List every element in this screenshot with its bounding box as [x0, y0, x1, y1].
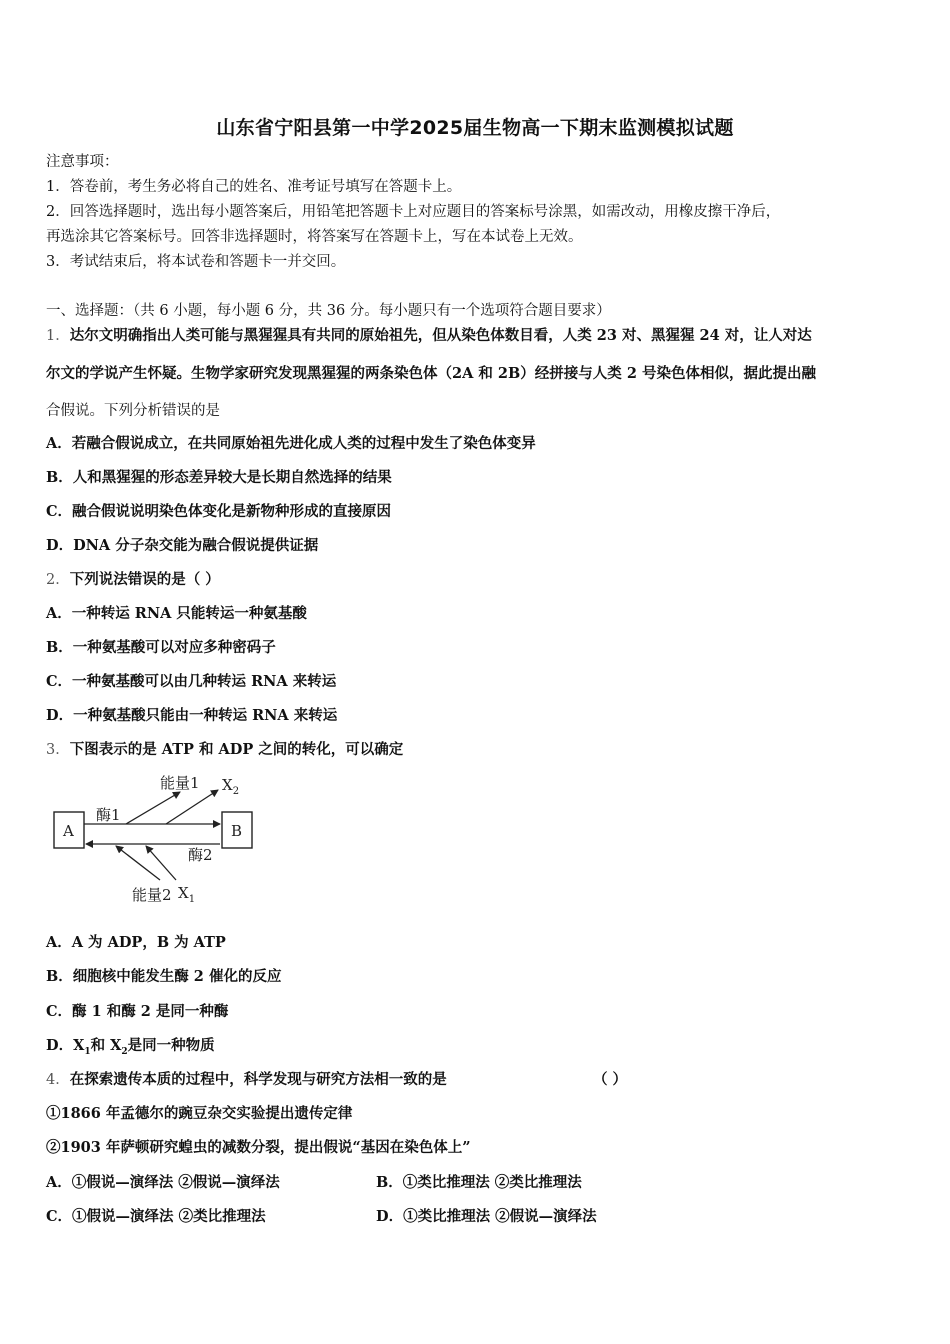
- energy2-arrow: [116, 846, 160, 880]
- notice-item: 3．考试结束后，将本试卷和答题卡一并交回。: [46, 254, 346, 270]
- option-a: A．一种转运 RNA 只能转运一种氨基酸: [46, 605, 307, 622]
- question-number: 4．: [46, 1072, 70, 1088]
- answer-paren: （ ）: [593, 1071, 628, 1088]
- enzyme1-label: 酶1: [96, 806, 121, 824]
- question-text: 下列说法错误的是（ ）: [69, 571, 220, 588]
- x2-label: $X_2$: [222, 776, 240, 797]
- x1-label: $X_1$: [178, 884, 196, 905]
- section-heading: 一、选择题：（共 6 小题，每小题 6 分，共 36 分。每小题只有一个选项符合题目要求）: [46, 303, 611, 319]
- box-b-label: B: [231, 822, 243, 840]
- question-number: 1．: [46, 328, 70, 344]
- question-1-line: [46, 326, 812, 346]
- option-b: B．细胞核中能发生酶 2 催化的反应: [46, 968, 282, 985]
- question-1-line: 合假说。下列分析错误的是: [46, 403, 220, 419]
- option-c: C．融合假说说明染色体变化是新物种形成的直接原因: [46, 503, 392, 520]
- question-3-line: [46, 740, 403, 760]
- energy1-label: 能量1: [160, 774, 200, 792]
- statement-item: ②1903 年萨顿研究蝗虫的减数分裂，提出假说“基因在染色体上”: [46, 1139, 471, 1156]
- statement-item: ①1866 年孟德尔的豌豆杂交实验提出遗传定律: [46, 1105, 353, 1122]
- notice-item: 再选涂其它答案标号。回答非选择题时，将答案写在答题卡上，写在本试卷上无效。: [46, 229, 583, 245]
- notice-item: 2．回答选择题时，选出每小题答案后，用铅笔把答题卡上对应题目的答案标号涂黑，如需改动，用橡皮擦干净后，: [46, 204, 781, 220]
- question-2-line: [46, 570, 220, 590]
- energy2-label: 能量2: [132, 886, 172, 904]
- option-b: B．一种氨基酸可以对应多种密码子: [46, 639, 276, 656]
- question-text: 在探索遗传本质的过程中，科学发现与研究方法相一致的是: [69, 1071, 447, 1088]
- notice-heading: 注意事项：: [46, 154, 119, 170]
- page-title: 山东省宁阳县第一中学2025届生物高一下期末监测模拟试题: [216, 117, 734, 139]
- question-number: 3．: [46, 742, 70, 758]
- enzyme2-label: 酶2: [188, 846, 213, 864]
- x1-arrow: [146, 846, 176, 880]
- option-c: C．酶 1 和酶 2 是同一种酶: [46, 1003, 229, 1020]
- energy1-arrow: [126, 792, 180, 824]
- notice-item: 1．答卷前，考生务必将自己的姓名、准考证号填写在答题卡上。: [46, 179, 462, 195]
- option-c: C．①假说—演绎法 ②类比推理法: [46, 1208, 266, 1225]
- box-a-label: A: [63, 822, 74, 840]
- option-d: D．①类比推理法 ②假说—演绎法: [376, 1208, 597, 1225]
- question-text: 达尔文明确指出人类可能与黑猩猩具有共同的原始祖先，但从染色体数目看，人类 23 对、黑猩猩 24 对，让人对达: [69, 327, 812, 344]
- question-text: 下图表示的是 ATP 和 ADP 之间的转化，可以确定: [69, 741, 404, 758]
- option-b: B．人和黑猩猩的形态差异较大是长期自然选择的结果: [46, 469, 392, 486]
- question-4-line: [46, 1070, 916, 1090]
- question-1-line: 尔文的学说产生怀疑。生物学家研究发现黑猩猩的两条染色体（2A 和 2B）经拼接与人类 2 号染色体相似，据此提出融: [46, 365, 816, 382]
- option-d: D．一种氨基酸只能由一种转运 RNA 来转运: [46, 707, 338, 724]
- option-a: A．A 为 ADP，B 为 ATP: [46, 934, 226, 951]
- option-a: A．若融合假说成立，在共同原始祖先进化成人类的过程中发生了染色体变异: [46, 435, 536, 452]
- option-c: C．一种氨基酸可以由几种转运 RNA 来转运: [46, 673, 337, 690]
- option-d: D．$X_1$和 $X_2$是同一种物质: [46, 1037, 215, 1057]
- question-number: 2．: [46, 572, 70, 588]
- option-b: B．①类比推理法 ②类比推理法: [376, 1174, 582, 1191]
- atp-adp-diagram: [52, 770, 262, 910]
- option-a: A．①假说—演绎法 ②假说—演绎法: [46, 1174, 280, 1191]
- option-d: D．DNA 分子杂交能为融合假说提供证据: [46, 537, 319, 554]
